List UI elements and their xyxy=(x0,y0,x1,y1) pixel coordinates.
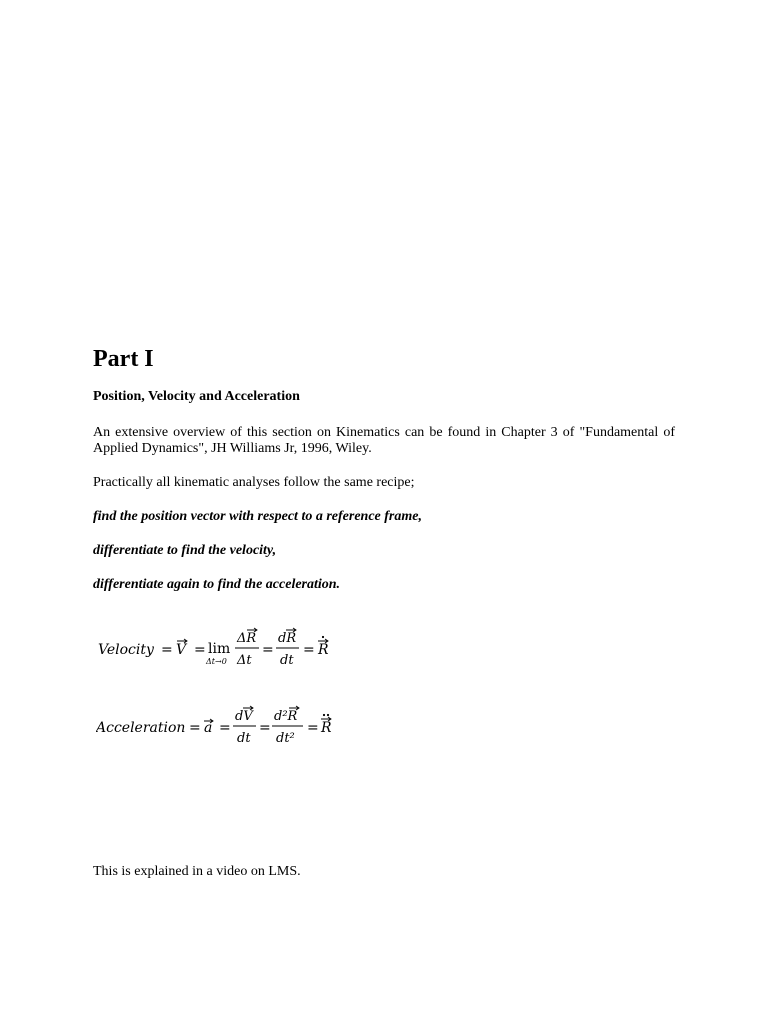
equals-sign: = xyxy=(161,642,173,658)
equals-sign: = xyxy=(262,642,274,658)
derivative-dot xyxy=(327,714,329,716)
derivative-dot xyxy=(322,636,324,638)
acceleration-symbol: a xyxy=(204,720,213,736)
equals-sign: = xyxy=(194,642,206,658)
part-title: Part I xyxy=(93,346,154,372)
fraction-numerator: d²R xyxy=(274,709,298,724)
fraction-numerator: ΔR xyxy=(237,631,257,646)
recipe-intro: Practically all kinematic analyses follow the same recipe; xyxy=(93,475,415,490)
closing-note: This is explained in a video on LMS. xyxy=(93,864,301,879)
fraction-denominator: dt xyxy=(237,731,251,746)
step-velocity: differentiate to find the velocity, xyxy=(93,543,277,558)
fraction-numerator: dV xyxy=(235,709,253,724)
step-acceleration: differentiate again to find the acceleration. xyxy=(93,577,341,592)
intro-paragraph: An extensive overview of this section on Kinematics can be found in Chapter 3 of "Fundamental of Applied Dynamics", JH Williams Jr, 1996, Wiley. xyxy=(93,425,675,456)
fraction-numerator: dR xyxy=(278,631,297,646)
position-symbol: R xyxy=(318,642,329,658)
equals-sign: = xyxy=(303,642,315,658)
equals-sign: = xyxy=(189,720,201,736)
lim-subscript: Δt→0 xyxy=(206,657,227,666)
equals-sign: = xyxy=(259,720,271,736)
derivative-dot xyxy=(323,714,325,716)
velocity-symbol: V xyxy=(176,642,187,658)
equals-sign: = xyxy=(307,720,319,736)
section-title: Position, Velocity and Acceleration xyxy=(93,389,300,404)
velocity-equation xyxy=(96,624,356,674)
fraction-denominator: dt² xyxy=(276,731,295,746)
fraction-denominator: dt xyxy=(280,653,294,668)
lim-operator: lim xyxy=(208,641,231,657)
fraction-denominator: Δt xyxy=(237,653,252,668)
step-position: find the position vector with respect to a reference frame, xyxy=(93,509,422,524)
acceleration-equation xyxy=(96,702,356,752)
acceleration-word: Acceleration xyxy=(96,720,186,736)
position-symbol: R xyxy=(321,720,332,736)
equals-sign: = xyxy=(219,720,231,736)
velocity-word: Velocity xyxy=(98,642,154,658)
